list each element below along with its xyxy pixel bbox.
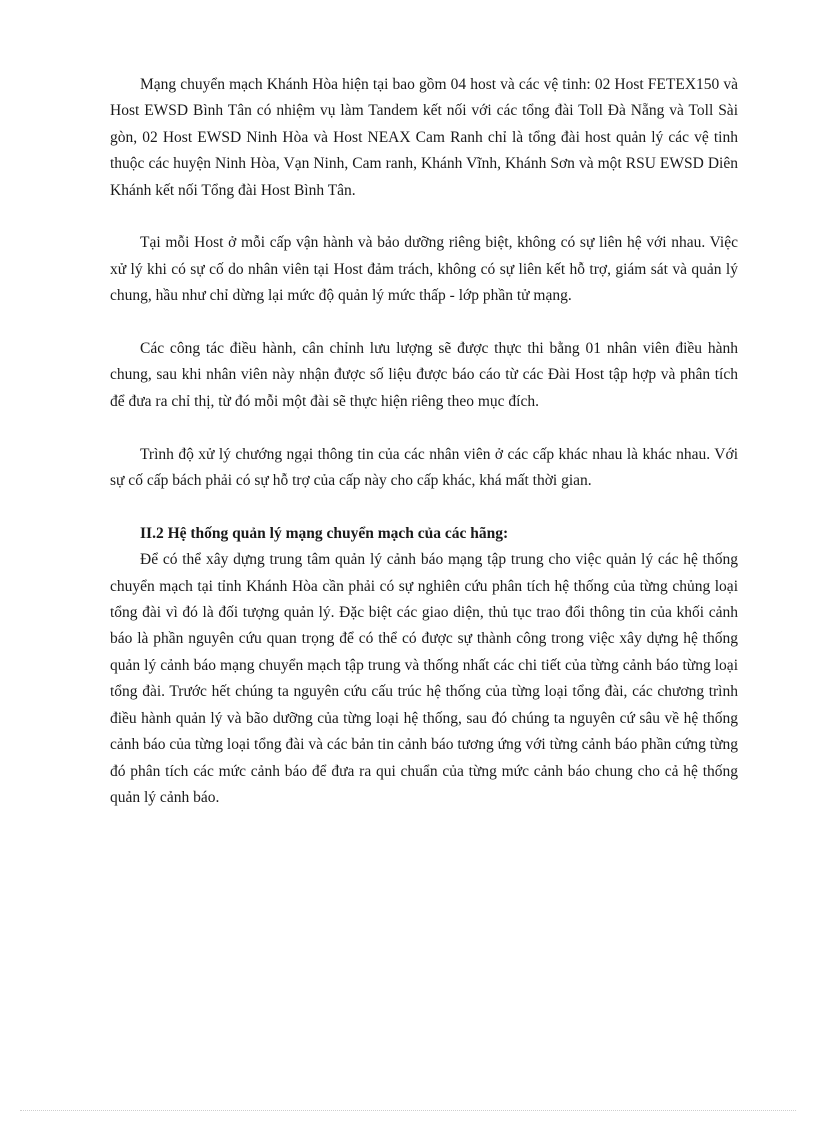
document-body: [110, 72, 738, 811]
section-heading: II.2 Hệ thống quản lý mạng chuyển mạch của các hãng:: [140, 524, 509, 542]
paragraph-staff-skills: Trình độ xử lý chướng ngại thông tin của các nhân viên ở các cấp khác nhau là khác nhau. Với sự cố cấp bách phải có sự hỗ trợ của cấp này cho cấp khác, khá mất thời gian.: [110, 445, 738, 490]
paragraph-section-body: Để có thể xây dựng trung tâm quản lý cảnh báo mạng tập trung cho việc quản lý các hệ thống chuyển mạch tại tỉnh Khánh Hòa cần phải có sự nghiên cứu phân tích hệ thống của từng chủng loại tổng đài vì đó là đối tượng quản lý. Đặc biệt các giao diện, thủ tục trao đổi thông tin của khối cảnh báo là phần nguyên cứu quan trọng để có thể có được sự thành công trong việc xây dựng hệ thống quản lý cảnh báo mạng chuyển mạch tập trung và thống nhất các chi tiết của từng cảnh báo từng loại tổng đài. Trước hết chúng ta nguyên cứu cấu trúc hệ thống của từng loại tổng đài, các chương trình điều hành quản lý và bão dưỡng của từng loại hệ thống, sau đó chúng ta nguyên cứ sâu về hệ thống cảnh báo của từng loại tổng đài và các bản tin cảnh báo tương ứng với từng cảnh báo phần cứng từng đó phân tích các mức cảnh báo để đưa ra qui chuẩn của từng mức cảnh báo chung cho cả hệ thống quản lý cảnh báo.: [110, 551, 738, 806]
paragraph-host-operation: Tại mỗi Host ở mỗi cấp vận hành và bảo dưỡng riêng biệt, không có sự liên hệ với nhau. Việc xử lý khi có sự cố do nhân viên tại Host đảm trách, không có sự liên kết hỗ trợ, giám sát và quản lý chung, hầu như chỉ dừng lại mức độ quản lý mức thấp - lớp phần tử mạng.: [110, 234, 738, 305]
paragraph-network-overview: Mạng chuyển mạch Khánh Hòa hiện tại bao gồm 04 host và các vệ tinh: 02 Host FETEX150 và Host EWSD Bình Tân có nhiệm vụ làm Tandem kết nối với các tổng đài Toll Đà Nẵng và Toll Sài gòn, 02 Host EWSD Ninh Hòa và Host NEAX Cam Ranh chỉ là tổng đài host quản lý các vệ tinh thuộc các huyện Ninh Hòa, Vạn Ninh, Cam ranh, Khánh Vĩnh, Khánh Sơn và một RSU EWSD Diên Khánh kết nối Tổng đài Host Bình Tân.: [110, 76, 738, 199]
page-bottom-divider: [20, 1110, 796, 1111]
paragraph-traffic-management: Các công tác điều hành, cân chỉnh lưu lượng sẽ được thực thi bằng 01 nhân viên điều hành chung, sau khi nhân viên này nhận được số liệu được báo cáo từ các Đài Host tập hợp và phân tích để đưa ra chỉ thị, từ đó mỗi một đài sẽ thực hiện riêng theo mục đích.: [110, 340, 738, 410]
